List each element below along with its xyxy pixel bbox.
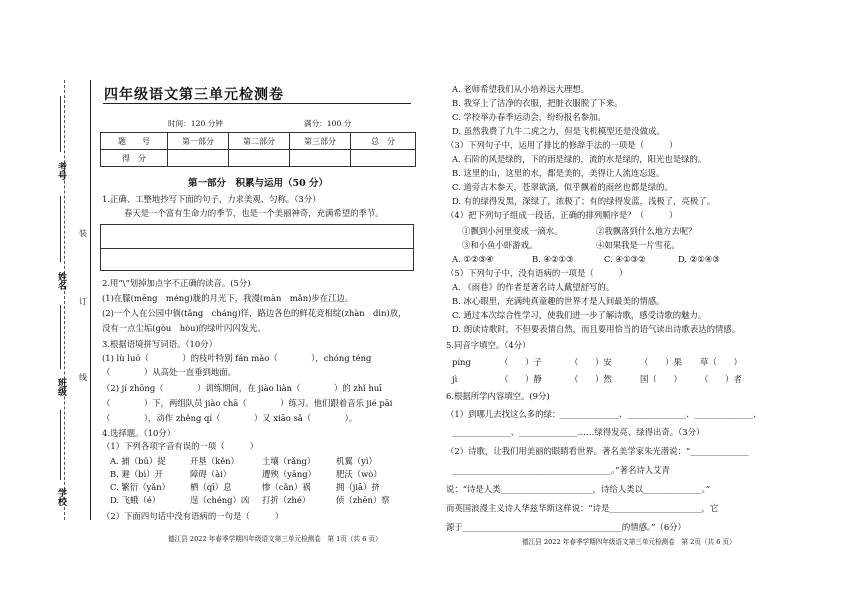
score-table-header: 总 分 <box>351 133 416 150</box>
question-3-item2: （2) jí zhōng（ ）训练期间，在 jiào liàn（ ）的 zhǐ huī <box>102 383 382 393</box>
score-cell[interactable] <box>290 150 351 167</box>
name-blank[interactable] <box>60 196 61 262</box>
homophone-blank[interactable]: （ ）者 <box>700 374 742 384</box>
option-cell: 逞（chéng）凶 <box>190 495 250 505</box>
p2-line: A. 石阶的风是绿的，下的雨是绿的，流的水是绿的，阳光也是绿的。 <box>452 154 707 164</box>
p2-line: C. 道旁古木参天，苍翠欲滴，似乎飘着的雨丝也都是绿的。 <box>452 182 673 192</box>
homophone-pinyin: píng <box>452 357 471 367</box>
score-cell[interactable] <box>351 150 416 167</box>
binding-mark-ding: 订 <box>79 297 87 306</box>
binding-dashed-line <box>64 80 65 520</box>
page-title: 四年级语文第三单元检测卷 <box>104 87 284 103</box>
option-cell: B. 避（bì）开 <box>110 469 164 479</box>
page1-footer: 德江县 2022 年春季学期四年级语文第三单元检测卷 第 1页（共 6 页） <box>168 535 382 543</box>
p2-line: B. 这里的山，这里的水，都是美的，美得让人流连忘返。 <box>452 168 665 178</box>
homophone-blank[interactable]: （ ）果 <box>640 357 682 367</box>
page2-footer: 德江县 2022 年春季学期四年级语文第三单元检测卷 第 2页（共 6 页） <box>522 538 736 546</box>
question-2-item2-cont: 没有一点尘垢(gòu hòu)的绿叶闪闪发光。 <box>102 323 266 333</box>
title-rule <box>103 103 411 104</box>
p2-line: C. 通过本次综合性学习，使我们进一步了解诗歌，感受诗歌的魅力。 <box>452 310 707 320</box>
option-cell: 惨（cǎn）祸 <box>262 482 311 492</box>
score-table-header: 第三部分 <box>290 133 351 150</box>
binding-solid-line <box>90 80 91 520</box>
part1-heading: 第一部分 积累与运用（50 分） <box>188 178 329 189</box>
order-option: C. ④①③② <box>604 254 646 264</box>
question-6-sub1: （1）到哪儿去找这么多的绿：______________、______________、______________、 <box>446 409 762 419</box>
score-table-header: 第二部分 <box>229 133 290 150</box>
question-6-sub2-cont: 说：“诗是人类______________________，诗给人类以______________。” <box>446 484 710 494</box>
question-6-sub1-cont: ______________、______________……绿得发亮、绿得出奇。（3分） <box>452 427 705 437</box>
option-cell: 障碍（ài） <box>190 469 232 479</box>
question-6-sub2-cont: ______________________________________。”著名诗人艾青 <box>452 465 670 475</box>
question-4-sub1: （1）下列各项字音有误的一项（ ） <box>102 441 259 451</box>
question-6-sub2-cont: 而英国浪漫主义诗人华兹华斯这样说：“诗是______________________，它 <box>446 503 719 513</box>
class-blank[interactable] <box>60 305 61 369</box>
question-4-sub2: （2）下面四句话中没有语病的一句是（ ） <box>102 511 284 521</box>
order-option: B. ④②①③ <box>532 254 574 264</box>
option-cell: 土壤（rǎng） <box>262 456 316 466</box>
homophone-blank[interactable]: （ ）静 <box>500 374 542 384</box>
order-option: A. ①②③④ <box>452 254 494 264</box>
question-6-sub2: （2）诗歌，让我们用美丽的眼睛看世界。著名美学家朱光潜说：“______________ <box>446 446 749 456</box>
score-table-header: 题 号 <box>101 133 168 150</box>
question-2-item2: (2)一个人在公园中徜(tǎng cháng)徉，路边各色的鲜花竞相绽(zhàn dìn)放， <box>102 308 407 318</box>
name-label: 姓名 <box>56 272 66 290</box>
exam-number-label: 考号 <box>56 162 66 180</box>
p2-line: A. 老师希望我们从小培养远大理想。 <box>452 84 589 94</box>
p2-line: （5）下列句子中，没有语病的一项是（ ） <box>446 268 628 278</box>
binding-mark-zhuang: 装 <box>79 229 87 238</box>
order-option: D. ②①④③ <box>678 254 720 264</box>
p2-line: （4）把下列句子组成一段话，正确的排列顺序是？（ ） <box>446 210 678 220</box>
exam-number-blank[interactable] <box>60 96 61 152</box>
homophone-blank[interactable]: （ ）安 <box>570 357 612 367</box>
homophone-blank[interactable]: 国（ ） <box>640 374 682 384</box>
option-cell: D. 飞蛾（é） <box>110 495 161 505</box>
order-item: ②我飘落到什么地方去呢？ <box>596 226 697 236</box>
question-2: 2.用“\”划掉加点字不正确的读音。(5分) <box>102 278 251 288</box>
score-table-header: 第一部分 <box>168 133 229 150</box>
option-cell: 栖（qī）息 <box>190 482 232 492</box>
homophone-pinyin: jì <box>452 374 458 384</box>
p2-line: B. 我穿上了洁净的衣服，把脏衣服脱了下来。 <box>452 98 623 108</box>
option-cell: 打折（zhé） <box>262 495 311 505</box>
question-6-sub2-cont: 源于______________________________________的情感。”（6分） <box>446 522 686 532</box>
score-cell[interactable] <box>168 150 229 167</box>
question-1-sentence: 春天是一个富有生命力的季节，也是一个美丽神奇，充满希望的季节。 <box>124 208 384 218</box>
option-cell: 遭殃（yāng） <box>262 469 316 479</box>
question-3-item2-cont: （ ）下，两组队员 jiào chā（ ）练习。他们跟着音乐 jié pāi <box>102 398 393 408</box>
question-3-item1: (1) lù luó（ ）的枝叶特别 fán mào（ ），chóng téng <box>102 353 372 363</box>
question-5: 5.同音字填空。（4分） <box>446 340 531 350</box>
school-label: 学校 <box>56 488 66 506</box>
homophone-blank[interactable]: 草（ ） <box>700 357 742 367</box>
question-4: 4.选择题。（10分） <box>102 428 176 438</box>
option-cell: 侦（zhēn）察 <box>336 495 390 505</box>
option-cell: 肥沃（wò） <box>336 469 382 479</box>
p2-line: D. 虽然我费了九牛二虎之力，但是飞机模型还是没做成。 <box>452 126 665 136</box>
class-label: 班级 <box>56 378 66 396</box>
option-cell: 拥（jiā）挤 <box>336 482 380 492</box>
p2-line: B. 冰心眼里，充满纯真童趣的世界才是人间最美的情感。 <box>452 296 665 306</box>
question-3-item1-cont: （ ）从高处一直垂到地面。 <box>102 367 236 377</box>
homophone-blank[interactable]: （ ）子 <box>500 357 542 367</box>
question-1: 1.正确、工整地抄写下面的句子，力求美观、匀称。（3分） <box>102 194 321 204</box>
full-score: 满分：100 分 <box>304 119 352 128</box>
score-cell[interactable] <box>229 150 290 167</box>
school-blank[interactable] <box>60 410 61 480</box>
p2-line: A. 《雨巷》的作者是著名诗人戴望舒写的。 <box>452 282 615 292</box>
question-2-item1: (1)在朦(mēng méng)胧的月光下，我漫(màn mǎn)步在江边。 <box>102 293 354 303</box>
exam-time: 时间：120 分钟 <box>168 119 223 128</box>
question-3-item2-cont2: （ ），动作 zhěng qí（ ）又 xiāo sǎ（ ）。 <box>102 413 358 423</box>
question-3: 3.根据语境拼写词语。（10分） <box>102 339 217 349</box>
p2-line: D. 朗读诗歌时，不但要表情自然，而且要用恰当的语气读出诗歌表达的情感。 <box>452 324 741 334</box>
p2-line: D. 有的绿得发黑，深绿了，浓极了；有的绿得发蓝，浅极了，亮极了。 <box>452 196 715 206</box>
homophone-blank[interactable]: （ ）然 <box>570 374 612 384</box>
order-item: ①飘到小河里变成一滴水。 <box>462 226 563 236</box>
score-table <box>100 132 416 167</box>
order-item: ③和小鱼小虾游戏。 <box>462 240 538 250</box>
p2-line: （3）下列句子中，运用了排比的修辞手法的一项是（ ） <box>446 140 678 150</box>
order-item: ④如果我是一片雪花。 <box>596 240 680 250</box>
copy-box-row2[interactable] <box>100 247 414 271</box>
option-cell: A. 捕（bǔ）捉 <box>110 456 166 466</box>
option-cell: 机翼（yì） <box>336 456 377 466</box>
score-row-label: 得 分 <box>101 150 168 167</box>
p2-line: C. 学校举办春季运动会，纷纷报名参加。 <box>452 112 606 122</box>
binding-mark-xian: 线 <box>79 373 87 382</box>
option-cell: 开垦（kěn） <box>190 456 239 466</box>
question-6: 6.根据所学内容填空。(9分) <box>446 391 550 401</box>
copy-box-row1[interactable] <box>100 224 414 249</box>
option-cell: C. 繁衍（yǎn） <box>110 482 171 492</box>
